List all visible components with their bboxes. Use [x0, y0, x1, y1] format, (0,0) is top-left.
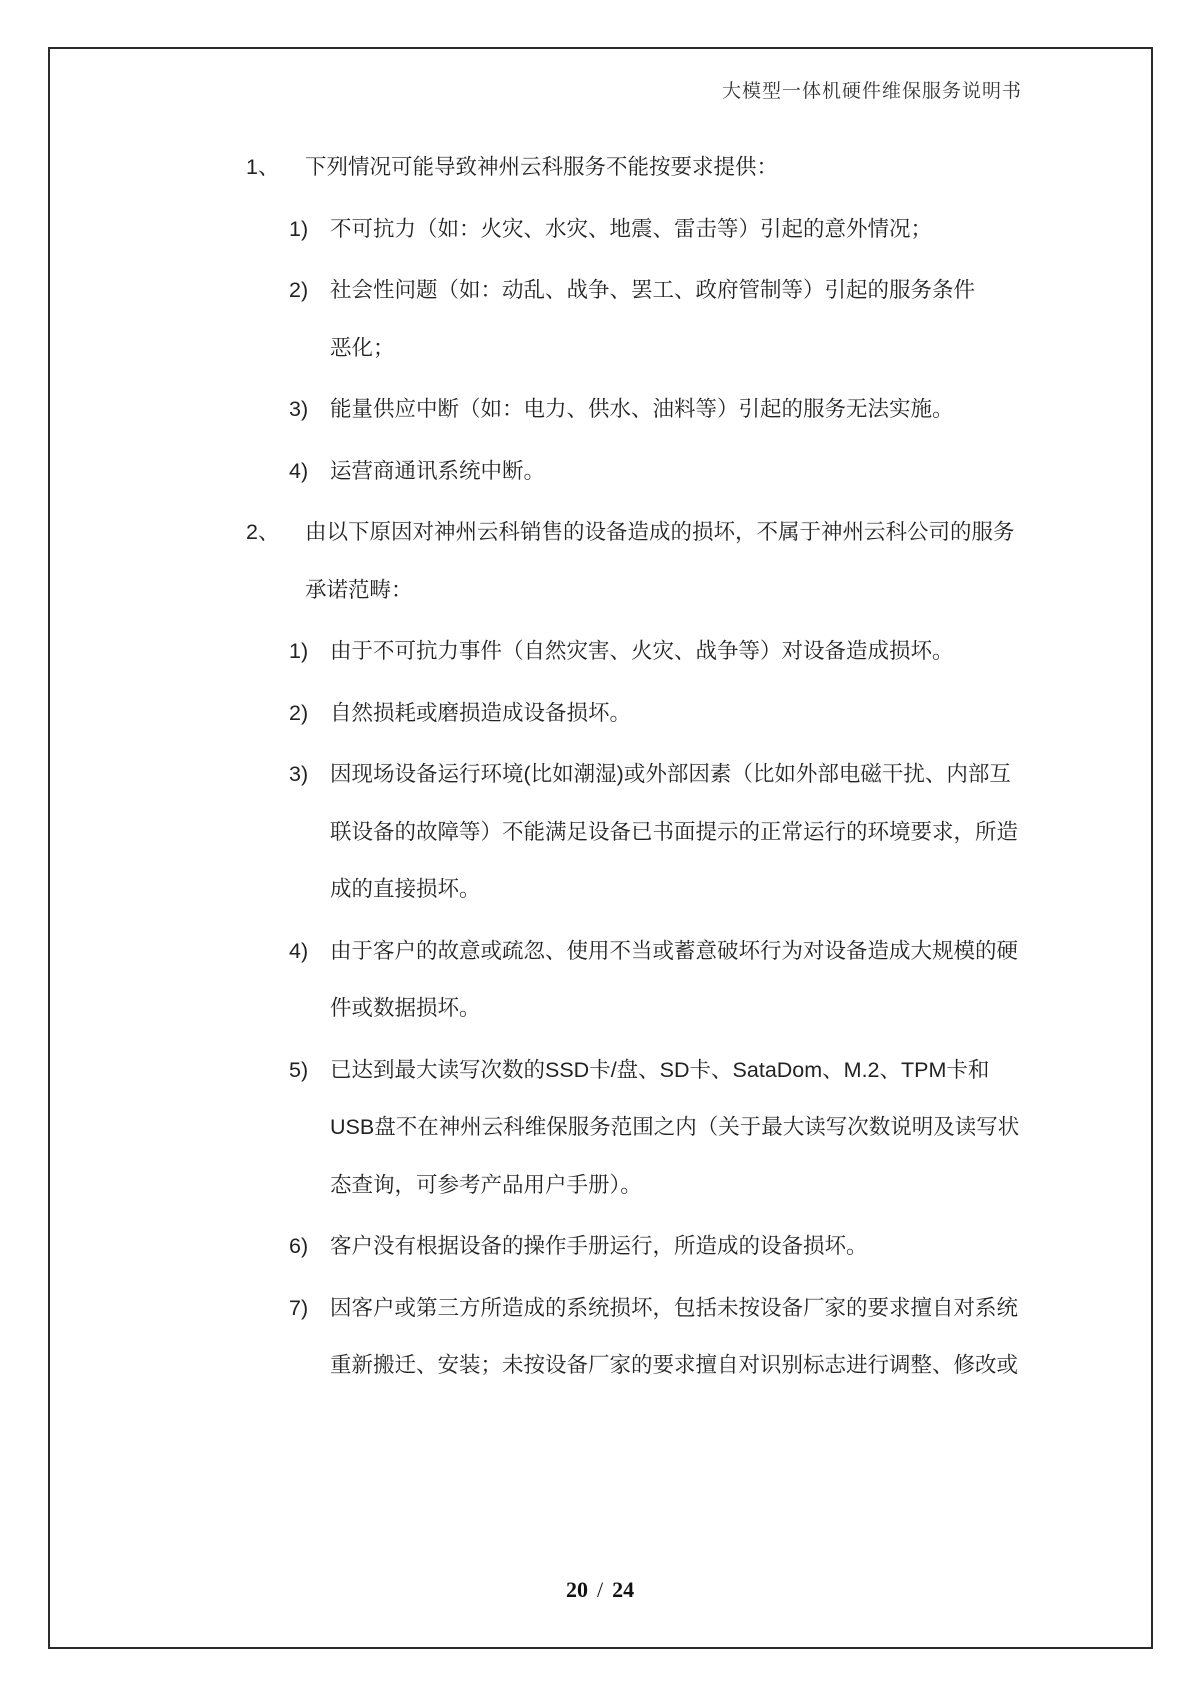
text-line: 成的直接损坏。 [330, 877, 481, 901]
list-marker: 2) [289, 278, 309, 302]
list-item-1-sub-2 [0, 262, 1200, 377]
page-number-total: 24 [612, 1577, 635, 1602]
list-item-2-sub-4 [0, 923, 1200, 1038]
list-text [330, 685, 1200, 743]
text-line: 能量供应中断（如：电力、供水、油料等）引起的服务无法实施。 [330, 397, 954, 421]
list-item-1 [0, 139, 1200, 197]
list-text [305, 504, 1200, 619]
text-line: 由于客户的故意或疏忽、使用不当或蓄意破坏行为对设备造成大规模的硬 [330, 938, 1019, 963]
list-marker: 2、 [246, 520, 280, 544]
list-text [330, 1042, 1200, 1215]
list-item-1-sub-1 [0, 201, 1200, 259]
list-text [330, 381, 1200, 439]
list-text [330, 443, 1200, 501]
text-line: 态查询，可参考产品用户手册）。 [330, 1172, 642, 1197]
text-line: 客户没有根据设备的操作手册运行，所造成的设备损坏。 [330, 1234, 868, 1258]
text-line: 重新搬迁、安装；未按设备厂家的要求擅自对识别标志进行调整、修改或 [330, 1353, 1019, 1377]
list-marker: 4) [289, 938, 309, 963]
text-line: 下列情况可能导致神州云科服务不能按要求提供： [305, 155, 779, 179]
text-line: 社会性问题（如：动乱、战争、罢工、政府管制等）引起的服务条件 [330, 278, 976, 302]
text-line: 自然损耗或磨损造成设备损坏。 [330, 700, 632, 725]
document-body [0, 139, 1200, 1399]
text-line: 已达到最大读写次数的SSD卡/盘、SD卡、SataDom、M.2、TPM卡和 [330, 1057, 990, 1082]
list-item-2-sub-2 [0, 685, 1200, 743]
text-line: 由以下原因对神州云科销售的设备造成的损坏，不属于神州云科公司的服务 [305, 520, 1015, 544]
list-item-2-sub-3 [0, 746, 1200, 919]
list-marker: 5) [289, 1057, 309, 1082]
list-marker: 1) [289, 639, 309, 663]
page-number-separator: / [596, 1577, 604, 1602]
list-marker: 3) [289, 762, 309, 786]
text-line: USB盘不在神州云科维保服务范围之内（关于最大读写次数说明及读写状 [330, 1115, 1020, 1139]
text-line: 因现场设备运行环境(比如潮湿)或外部因素（比如外部电磁干扰、内部互 [330, 762, 1011, 786]
list-text [330, 623, 1200, 681]
list-text [330, 201, 1200, 259]
list-item-2-sub-5 [0, 1042, 1200, 1215]
text-line: 联设备的故障等）不能满足设备已书面提示的正常运行的环境要求，所造 [330, 819, 1019, 844]
list-marker: 1、 [246, 155, 280, 179]
list-marker: 1) [289, 216, 309, 241]
list-item-1-sub-4 [0, 443, 1200, 501]
text-line: 承诺范畴： [305, 577, 413, 602]
list-text [305, 139, 1200, 197]
page-header [0, 80, 1022, 104]
list-text [330, 262, 1200, 377]
text-line: 件或数据损坏。 [330, 996, 481, 1020]
text-line: 恶化； [330, 335, 395, 360]
list-marker: 4) [289, 458, 309, 483]
list-item-2 [0, 504, 1200, 619]
list-text [330, 1280, 1200, 1395]
list-text [330, 746, 1200, 919]
list-item-1-sub-3 [0, 381, 1200, 439]
text-line: 运营商通讯系统中断。 [330, 458, 546, 483]
list-text [330, 1218, 1200, 1276]
text-line: 由于不可抗力事件（自然灾害、火灾、战争等）对设备造成损坏。 [330, 639, 954, 663]
list-item-2-sub-7 [0, 1280, 1200, 1395]
text-line: 因客户或第三方所造成的系统损坏，包括未按设备厂家的要求擅自对系统 [330, 1295, 1019, 1320]
list-marker: 3) [289, 397, 309, 421]
page-footer [0, 1577, 1200, 1603]
page-number-current: 20 [565, 1577, 588, 1602]
list-text [330, 923, 1200, 1038]
list-item-2-sub-1 [0, 623, 1200, 681]
list-marker: 6) [289, 1234, 309, 1258]
header-title: 大模型一体机硬件维保服务说明书 [721, 81, 1022, 102]
list-marker: 7) [289, 1295, 309, 1320]
list-marker: 2) [289, 700, 309, 725]
list-item-2-sub-6 [0, 1218, 1200, 1276]
text-line: 不可抗力（如：火灾、水灾、地震、雷击等）引起的意外情况； [330, 216, 933, 241]
